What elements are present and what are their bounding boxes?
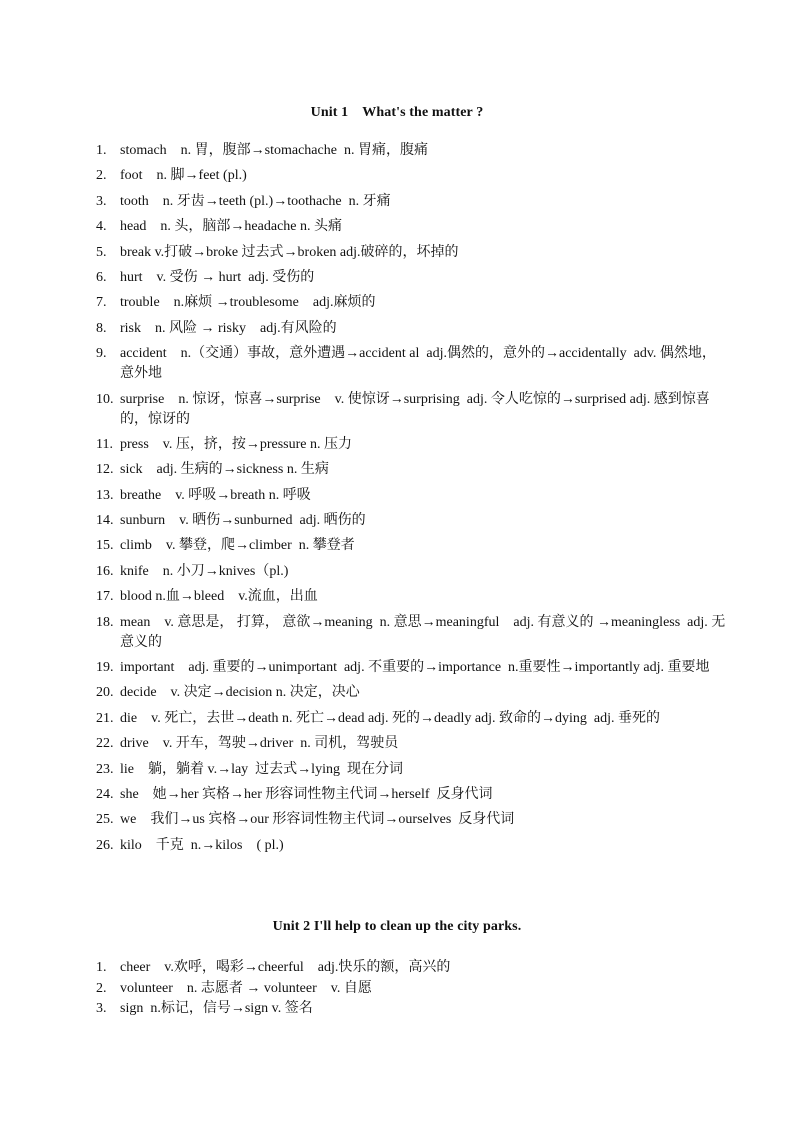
item-number: 5. (96, 244, 107, 260)
list-item (96, 141, 726, 161)
item-text: cheer v.欢呼，喝彩→cheerful adj.快乐的额，高兴的 (120, 960, 451, 975)
item-text: sunburn v. 晒伤→sunburned adj. 晒伤的 (120, 513, 366, 529)
item-text: stomach n. 胃，腹部→stomachache n. 胃痛，腹痛 (120, 143, 428, 158)
item-text: sign n.标记，信号→sign v. 签名 (120, 1001, 313, 1017)
list-item (96, 613, 726, 653)
list-item (96, 836, 726, 856)
list-item (96, 217, 726, 237)
item-text: volunteer n. 志愿者 → volunteer v. 自愿 (120, 980, 372, 996)
item-text: decide v. 决定→decision n. 决定，决心 (120, 685, 360, 701)
item-text: head n. 头，脑部→headache n. 头痛 (120, 219, 342, 235)
item-number: 22. (96, 736, 114, 752)
item-text: hurt v. 受伤 → hurt adj. 受伤的 (120, 269, 315, 285)
list-item (96, 709, 726, 729)
list-item (96, 785, 726, 805)
item-number: 1. (96, 143, 107, 158)
item-text: mean v. 意思是， 打算， 意欲→meaning n. 意思→meaningful adj. 有意义的 →meaningless adj. 无意义的 (120, 614, 726, 650)
item-number: 7. (96, 295, 107, 311)
item-number: 16. (96, 563, 114, 579)
list-item (96, 243, 726, 263)
item-text: important adj. 重要的→unimportant adj. 不重要的→importance n.重要性→importantly adj. 重要地 (120, 660, 710, 676)
item-text: drive v. 开车，驾驶→driver n. 司机，驾驶员 (120, 736, 399, 752)
item-number: 2. (96, 980, 107, 996)
item-number: 12. (96, 462, 114, 478)
list-item (96, 683, 726, 703)
item-text: knife n. 小刀→knives（pl.) (120, 563, 289, 579)
item-number: 14. (96, 513, 114, 529)
list-item (96, 658, 726, 678)
item-number: 13. (96, 487, 114, 503)
list-item (96, 344, 726, 384)
item-number: 2. (96, 168, 107, 184)
item-text: risk n. 风险 → risky adj.有风险的 (120, 320, 337, 336)
item-text: break v.打破→broke 过去式→broken adj.破碎的，坏掉的 (120, 244, 459, 260)
item-text: tooth n. 牙齿→teeth (pl.)→toothache n. 牙痛 (120, 193, 391, 209)
item-number: 4. (96, 219, 107, 235)
list-item (96, 511, 726, 531)
list-item (96, 734, 726, 754)
item-number: 26. (96, 837, 114, 853)
list-item (96, 268, 726, 288)
item-number: 18. (96, 614, 114, 630)
unit1-vocab-list (96, 141, 726, 861)
item-number: 17. (96, 589, 114, 605)
item-text: we 我们→us 宾格→our 形容词性物主代词→ourselves 反身代词 (120, 812, 515, 828)
item-text: die v. 死亡，去世→death n. 死亡→dead adj. 死的→deadly adj. 致命的→dying adj. 垂死的 (120, 710, 660, 726)
list-item (96, 958, 726, 978)
list-item (96, 760, 726, 780)
item-text: lie 躺，躺着 v.→lay 过去式→lying 现在分词 (120, 761, 403, 777)
item-number: 8. (96, 320, 107, 336)
list-item (96, 536, 726, 556)
item-number: 3. (96, 193, 107, 209)
item-number: 15. (96, 538, 114, 554)
item-number: 25. (96, 812, 114, 828)
unit2-vocab-list (96, 958, 726, 1020)
list-item (96, 192, 726, 212)
list-item (96, 166, 726, 186)
item-number: 10. (96, 391, 114, 407)
list-item (96, 979, 726, 999)
item-text: she 她→her 宾格→her 形容词性物主代词→herself 反身代词 (120, 786, 493, 802)
list-item (96, 293, 726, 313)
item-text: trouble n.麻烦 →troublesome adj.麻烦的 (120, 295, 376, 311)
item-number: 21. (96, 710, 114, 726)
list-item (96, 435, 726, 455)
list-item (96, 810, 726, 830)
item-text: surprise n. 惊讶，惊喜→surprise v. 使惊讶→surprising adj. 令人吃惊的→surprised adj. 感到惊喜的，惊讶的 (120, 391, 710, 427)
item-text: climb v. 攀登，爬→climber n. 攀登者 (120, 538, 355, 554)
item-number: 20. (96, 685, 114, 701)
item-text: blood n.血→bleed v.流血，出血 (120, 589, 318, 605)
item-text: press v. 压，挤，按→pressure n. 压力 (120, 436, 353, 452)
item-number: 6. (96, 269, 107, 285)
item-number: 9. (96, 346, 107, 362)
list-item (96, 460, 726, 480)
list-item (96, 390, 726, 430)
item-number: 24. (96, 786, 114, 802)
list-item (96, 319, 726, 339)
list-item (96, 486, 726, 506)
item-number: 19. (96, 660, 114, 676)
item-number: 23. (96, 761, 114, 777)
item-number: 11. (96, 436, 113, 452)
item-text: breathe v. 呼吸→breath n. 呼吸 (120, 487, 311, 503)
list-item (96, 999, 726, 1019)
item-number: 3. (96, 1001, 107, 1017)
item-number: 1. (96, 960, 107, 975)
item-text: accident n.（交通）事故，意外遭遇→accident al adj.偶然的，意外的→accidentally adv. 偶然地，意外地 (120, 346, 716, 382)
item-text: sick adj. 生病的→sickness n. 生病 (120, 462, 329, 478)
item-text: foot n. 脚→feet (pl.) (120, 168, 247, 184)
unit1-title: Unit 1 What's the matter ? (310, 105, 484, 120)
list-item (96, 562, 726, 582)
item-text: kilo 千克 n.→kilos ( pl.) (120, 837, 284, 853)
list-item (96, 587, 726, 607)
unit2-title: Unit 2 I'll help to clean up the city parks. (272, 919, 522, 934)
